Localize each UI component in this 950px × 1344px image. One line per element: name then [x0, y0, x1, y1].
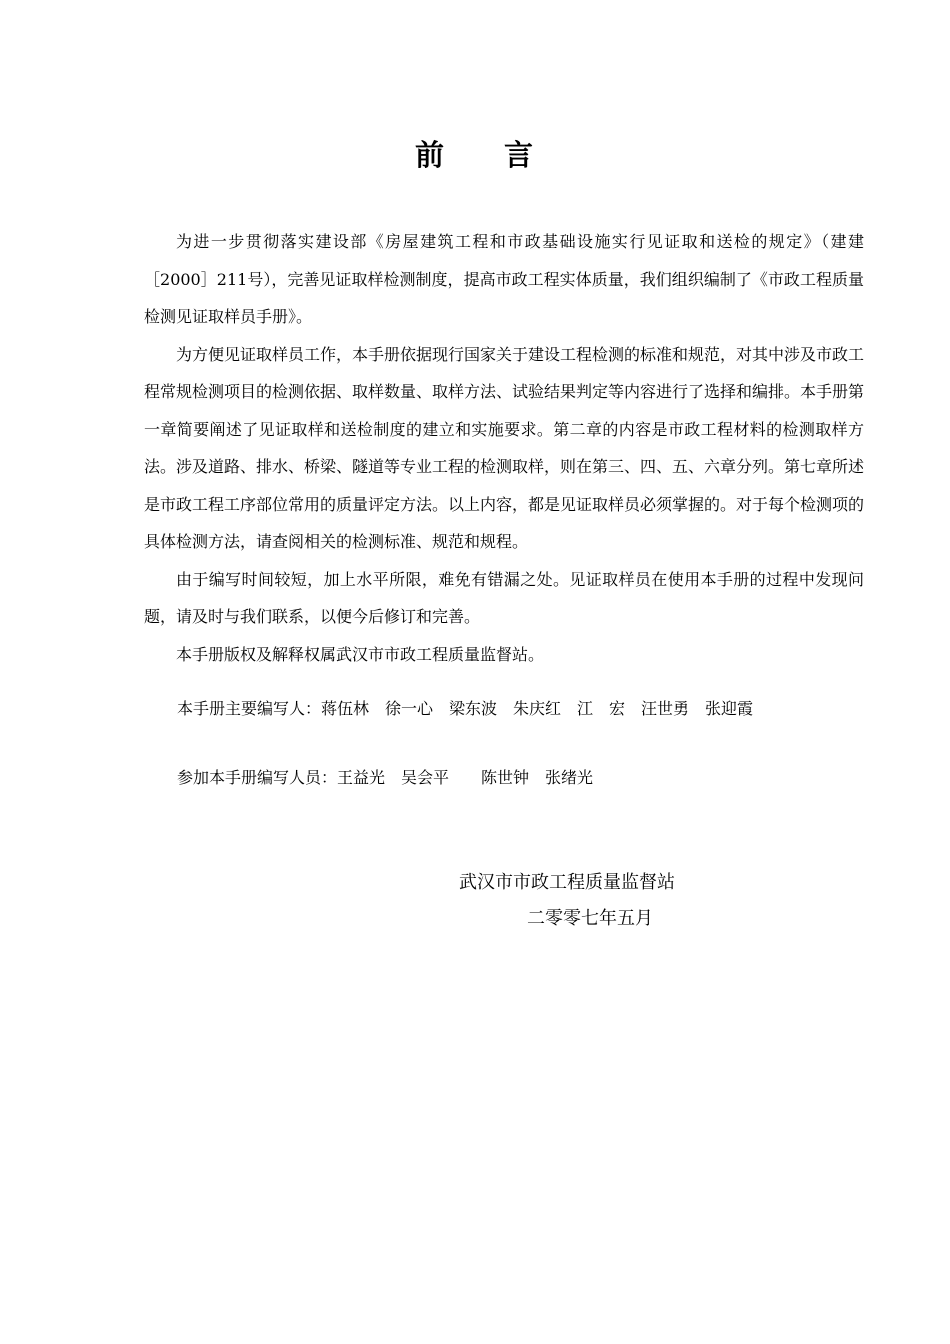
authors-line: 本手册主要编写人：蒋伍林 徐一心 梁东波 朱庆红 江 宏 汪世勇 张迎霞: [177, 699, 754, 718]
paragraph-1: 为进一步贯彻落实建设部《房屋建筑工程和市政基础设施实行见证取和送检的规定》（建建［2000］211号），完善见证取样检测制度，提高市政工程实体质量，我们组织编制了《市政工程质量检测见证取样员手册》。: [144, 232, 864, 326]
preface-body: [144, 223, 864, 673]
signature-organization: 武汉市市政工程质量监督站: [459, 872, 675, 893]
page-title: [0, 133, 950, 174]
paragraph-3: 由于编写时间较短，加上水平所限，难免有错漏之处。见证取样员在使用本手册的过程中发现问题，请及时与我们联系，以便今后修订和完善。: [144, 569, 864, 626]
signature-date: 二零零七年五月: [527, 908, 653, 929]
title-char-2: 言: [504, 138, 536, 172]
title-char-1: 前: [414, 138, 446, 172]
paragraph-4: 本手册版权及解释权属武汉市市政工程质量监督站。: [176, 644, 545, 664]
participants-line: 参加本手册编写人员：王益光 吴会平 陈世钟 张绪光: [177, 768, 594, 787]
paragraph-2: 为方便见证取样员工作，本手册依据现行国家关于建设工程检测的标准和规范，对其中涉及市政工程常规检测项目的检测依据、取样数量、取样方法、试验结果判定等内容进行了选择和编排。本手册第一章简要阐述了见证取样和送检制度的建立和实施要求。第二章的内容是市政工程材料的检测取样方法。涉及道路、排水、桥梁、隧道等专业工程的检测取样，则在第三、四、五、六章分列。第七章所述是市政工程工序部位常用的质量评定方法。以上内容，都是见证取样员必须掌握的。对于每个检测项的具体检测方法，请查阅相关的检测标准、规范和规程。: [144, 344, 865, 551]
